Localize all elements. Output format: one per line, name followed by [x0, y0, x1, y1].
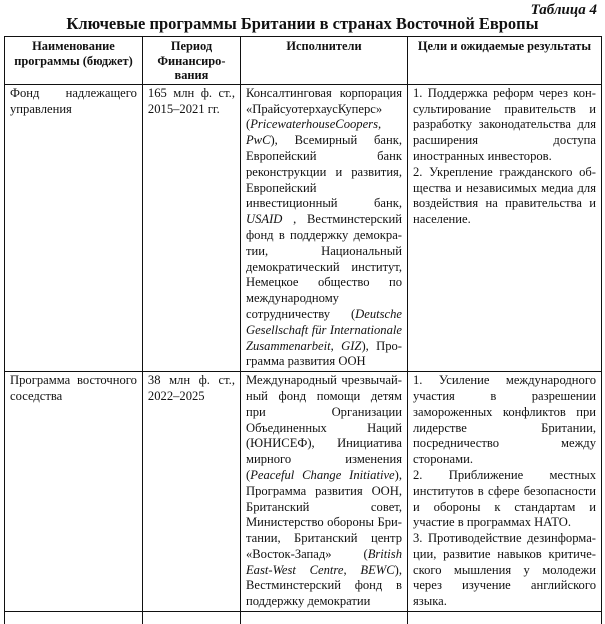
executor-text: ), Программа развития ООН, Британский совет, Министерство обороны Британии, Британский центр «Восток-Запад» ( [245, 467, 402, 561]
executor-name-italic: GIZ [341, 338, 362, 353]
executor-name-italic: PricewaterhouseCoopers, PwC [245, 117, 382, 148]
executor-name-italic: Deutsche Gesellschaft für Internationale Zusammenarbeit [245, 306, 402, 353]
goals-cell [408, 84, 602, 371]
header-program-name: Наименование программы (бюджет) [5, 37, 143, 85]
table-title: Ключевые программы Британии в странах Восточной Европы [66, 14, 539, 33]
executors-cell [240, 372, 407, 612]
period-cell: 165 млн ф. ст., 2015–2021 гг. [142, 84, 240, 371]
executor-text: ), Всемирный банк, Европейский банк реконструкции и развития, Европейский инвестиционный банк, [245, 133, 402, 211]
empty-cell [5, 612, 143, 624]
goals-cell [408, 372, 602, 612]
empty-cell [408, 612, 602, 624]
executors-cell [240, 84, 407, 371]
header-period: Период Финансирования [142, 37, 240, 85]
executor-text: ), Программа развития ООН [245, 338, 402, 369]
executor-text: , Вестминстерский фонд в поддержку демократии, Национальный демократический институт, Немецкое общество по международному сотрудничеству ( [245, 212, 402, 321]
executor-text: ), Вестминстерский фонд в поддержку демократии [245, 562, 402, 609]
period-cell: 38 млн ф. ст., 2022–2025 [142, 372, 240, 612]
program-name-cell: Фонд надлежащего управления [5, 84, 143, 371]
header-goals: Цели и ожидаемые результаты [408, 37, 602, 85]
executor-text: Консалтинговая корпорация «ПрайсуотерхаусКуперс» ( [245, 85, 402, 132]
table-header-row [5, 37, 602, 85]
programs-table [4, 36, 602, 624]
table-row [5, 372, 602, 612]
executor-text: , [343, 562, 361, 577]
empty-cell [142, 612, 240, 624]
goal-item: 2. Приближение местных институтов в сфере безопасности и обороны к стандартам и участие в программах НАТО. [413, 467, 596, 530]
header-executors: Исполнители [240, 37, 407, 85]
goal-item: 3. Противодействие дезинформации, развитие навыков критического мышления у молодежи через изучение английского языка. [413, 531, 596, 609]
empty-cell [240, 612, 407, 624]
table-caption: Таблица 4 [530, 2, 597, 18]
goal-item: 1. Поддержка реформ через консультирование правительств и разработку законодательства для расширения доступа иностранных инвесторов. [413, 85, 596, 163]
executor-name-italic: BEWC [360, 562, 395, 577]
goal-item: 2. Укрепление гражданского общества и независимых медиа для воздействия на правительства и население. [413, 164, 596, 227]
executor-name-italic: Peaceful Change Initiative [250, 467, 395, 482]
goal-item: 1. Усиление международного участия в разрешении замороженных конфликтов при лидерстве Британии, посредничество между сторонами. [413, 373, 596, 467]
table-row [5, 84, 602, 371]
executor-name-italic: USAID [245, 212, 283, 227]
table-continuation-row [5, 612, 602, 624]
executor-text: , [330, 338, 342, 353]
program-name-cell: Программа восточного соседства [5, 372, 143, 612]
executor-name-italic: British East-West Centre [245, 546, 402, 577]
executor-text: Международный чрезвычайный фонд помощи детям при Организации Объединенных Наций (ЮНИСЕФ), Инициатива мирного изменения ( [245, 373, 402, 482]
